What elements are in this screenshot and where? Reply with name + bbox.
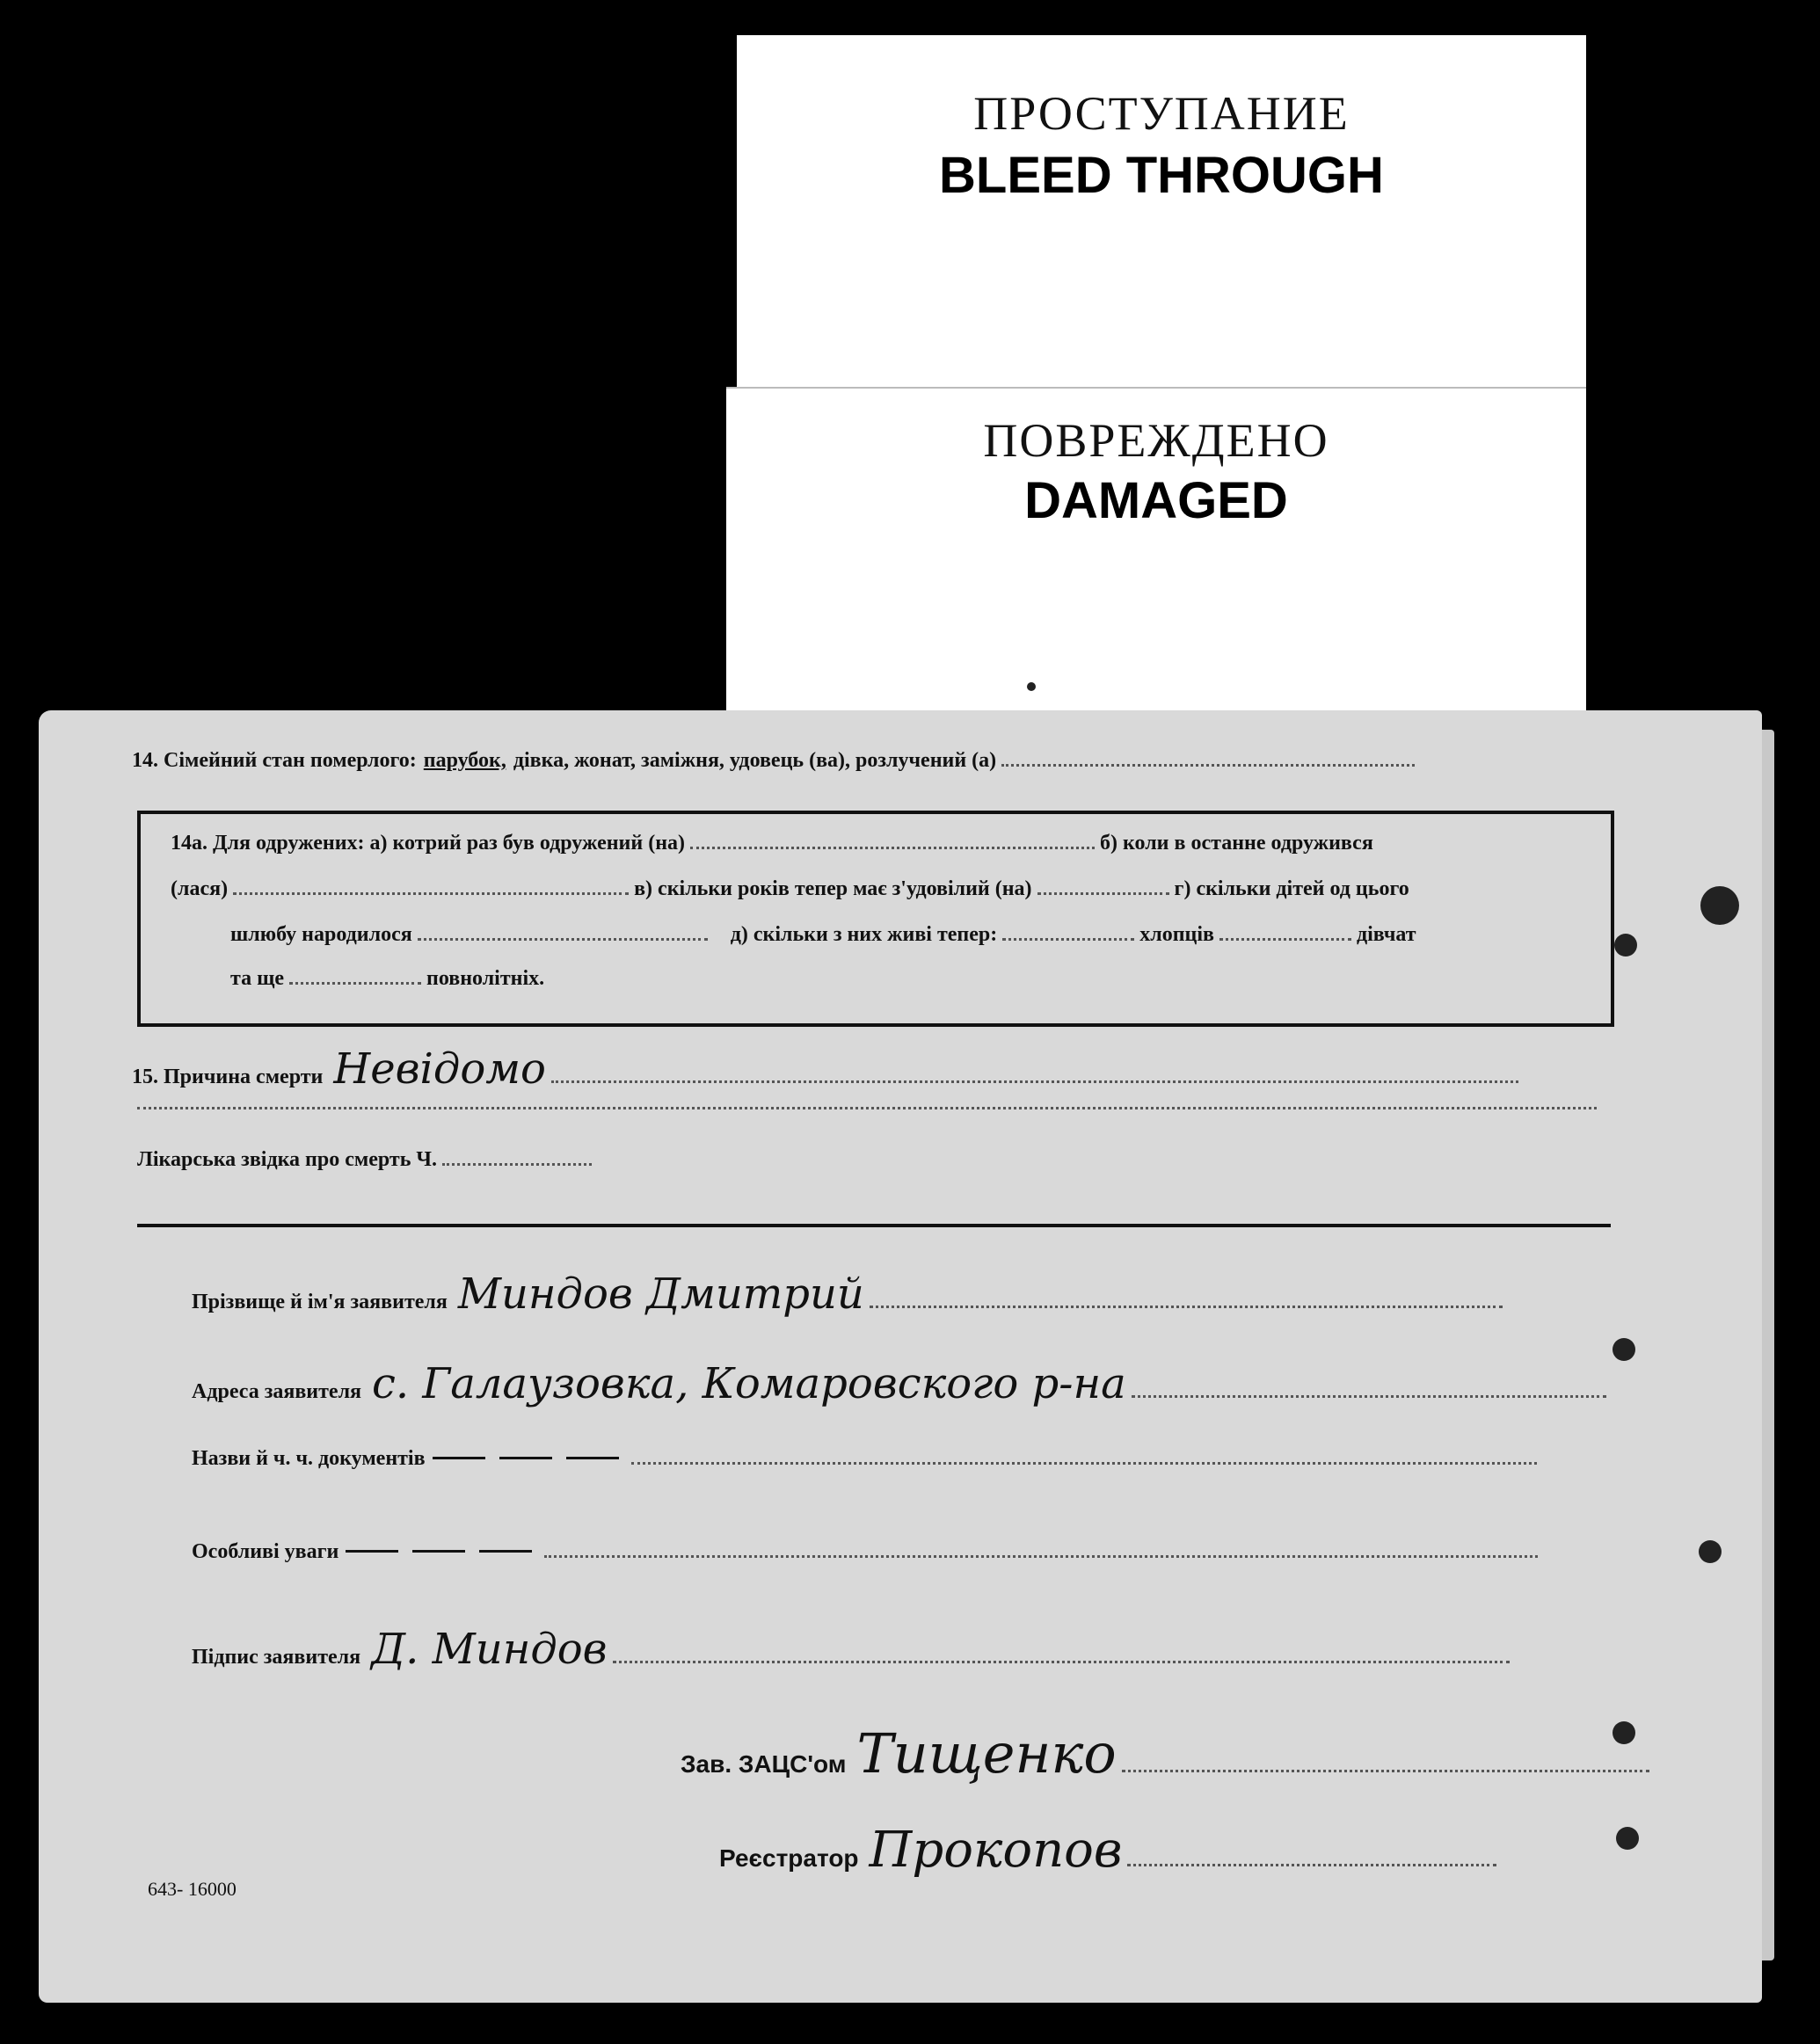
item-14-fill-line (1001, 763, 1415, 767)
registrar-fill-line (1127, 1863, 1496, 1866)
notes-label: Особливі уваги (192, 1540, 339, 1563)
item-14a-line-1 (171, 832, 1373, 855)
binding-hole (1613, 1721, 1635, 1744)
ink-spot (1027, 682, 1036, 691)
item-14a-answer-c (1037, 891, 1169, 895)
item-14a-question-e: д) скільки з них живі тепер: (730, 923, 998, 946)
medical-certificate-number (442, 1162, 592, 1166)
item-14a-answer-e (1002, 937, 1134, 941)
form-code: 643- 16000 (148, 1878, 237, 1900)
applicant-address-fill-line (1132, 1394, 1606, 1398)
documents-row (192, 1447, 1542, 1471)
binding-hole (1613, 1338, 1635, 1361)
binding-hole (1700, 886, 1739, 925)
binding-hole (1614, 934, 1637, 957)
item-15-second-line (137, 1106, 1597, 1109)
binding-hole (1699, 1540, 1722, 1563)
applicant-signature-label: Підпис заявителя (192, 1646, 361, 1669)
death-record-form (39, 710, 1762, 2003)
applicant-name-fill-line (870, 1305, 1503, 1308)
applicant-name-row (192, 1269, 1508, 1319)
head-row (681, 1721, 1655, 1786)
medical-certificate-row (137, 1148, 597, 1172)
registrar-label: Реєстратор (719, 1844, 859, 1872)
damaged-notice (726, 387, 1586, 723)
item-14a-question-d: г) скільки дітей од цього (1174, 877, 1409, 900)
item-14a-boys-label: хлопців (1139, 923, 1214, 946)
item-14a-answer-a (690, 846, 1095, 849)
item-14a-question-a: 14а. Для одружених: а) котрий раз був одружений (на) (171, 832, 686, 855)
registrar-signature: Прокопов (869, 1822, 1123, 1879)
item-14a-adults-answer (289, 981, 421, 985)
item-14-label: 14. Сімейний стан померлого: (132, 749, 417, 772)
applicant-signature-fill-line (613, 1660, 1510, 1663)
item-15-fill-line (551, 1080, 1518, 1083)
damaged-ru: ПОВРЕЖДЕНО (983, 414, 1329, 467)
item-15-label: 15. Причина смерти (132, 1066, 324, 1088)
item-14a-girls-label: дівчат (1356, 923, 1416, 946)
item-14a-and-label: та ще (230, 967, 284, 990)
item-14a-girls-answer (1219, 937, 1351, 941)
notes-row (192, 1540, 1543, 1564)
applicant-name-label: Прізвище й ім'я заявителя (192, 1291, 448, 1313)
item-14a-line-4 (230, 967, 544, 991)
applicant-signature-row (192, 1625, 1515, 1674)
applicant-address-value: с. Галаузовка, Комаровского р-на (372, 1359, 1126, 1408)
applicant-name-value: Миндов Дмитрий (457, 1269, 864, 1319)
applicant-signature-value: Д. Миндов (371, 1625, 608, 1674)
binding-hole (1616, 1827, 1639, 1850)
head-label: Зав. ЗАЦС'ом (681, 1750, 847, 1778)
bleed-through-ru: ПРОСТУПАНИЕ (973, 87, 1350, 140)
bleed-through-notice (737, 35, 1586, 400)
item-14-selected-option: парубок, (423, 749, 506, 772)
head-signature: Тищенко (856, 1721, 1117, 1786)
item-14a-answer-b (233, 891, 629, 895)
applicant-address-row (192, 1359, 1612, 1408)
item-14a-question-d-cont: шлюбу народилося (230, 923, 412, 946)
item-14a-line-2 (171, 877, 1409, 901)
notes-fill-line (544, 1554, 1538, 1558)
cause-of-death-value: Невідомо (333, 1044, 546, 1094)
medical-certificate-label: Лікарська звідка про смерть Ч. (137, 1148, 438, 1171)
documents-fill-line (631, 1461, 1537, 1465)
damaged-en: DAMAGED (1024, 472, 1288, 529)
item-14a-question-c: в) скільки років тепер має з'удовілий (на) (634, 877, 1032, 900)
registrar-row (719, 1822, 1502, 1879)
item-14-other-options: дівка, жонат, заміжня, удовець (ва), розлучений (а) (513, 749, 997, 772)
applicant-address-label: Адреса заявителя (192, 1380, 362, 1403)
head-fill-line (1122, 1769, 1649, 1772)
item-14a-question-b: б) коли в останне одружився (1100, 832, 1373, 855)
item-14-row (132, 749, 1420, 773)
item-14a-adults-label: повнолітніх. (426, 967, 545, 990)
item-15-row (132, 1044, 1524, 1094)
section-divider (137, 1224, 1611, 1227)
item-14a-answer-d (418, 937, 708, 941)
documents-label: Назви й ч. ч. документів (192, 1447, 426, 1470)
bleed-through-en: BLEED THROUGH (939, 147, 1384, 204)
item-14a-question-b-cont: (лася) (171, 877, 229, 900)
item-14a-line-3 (230, 923, 1416, 947)
